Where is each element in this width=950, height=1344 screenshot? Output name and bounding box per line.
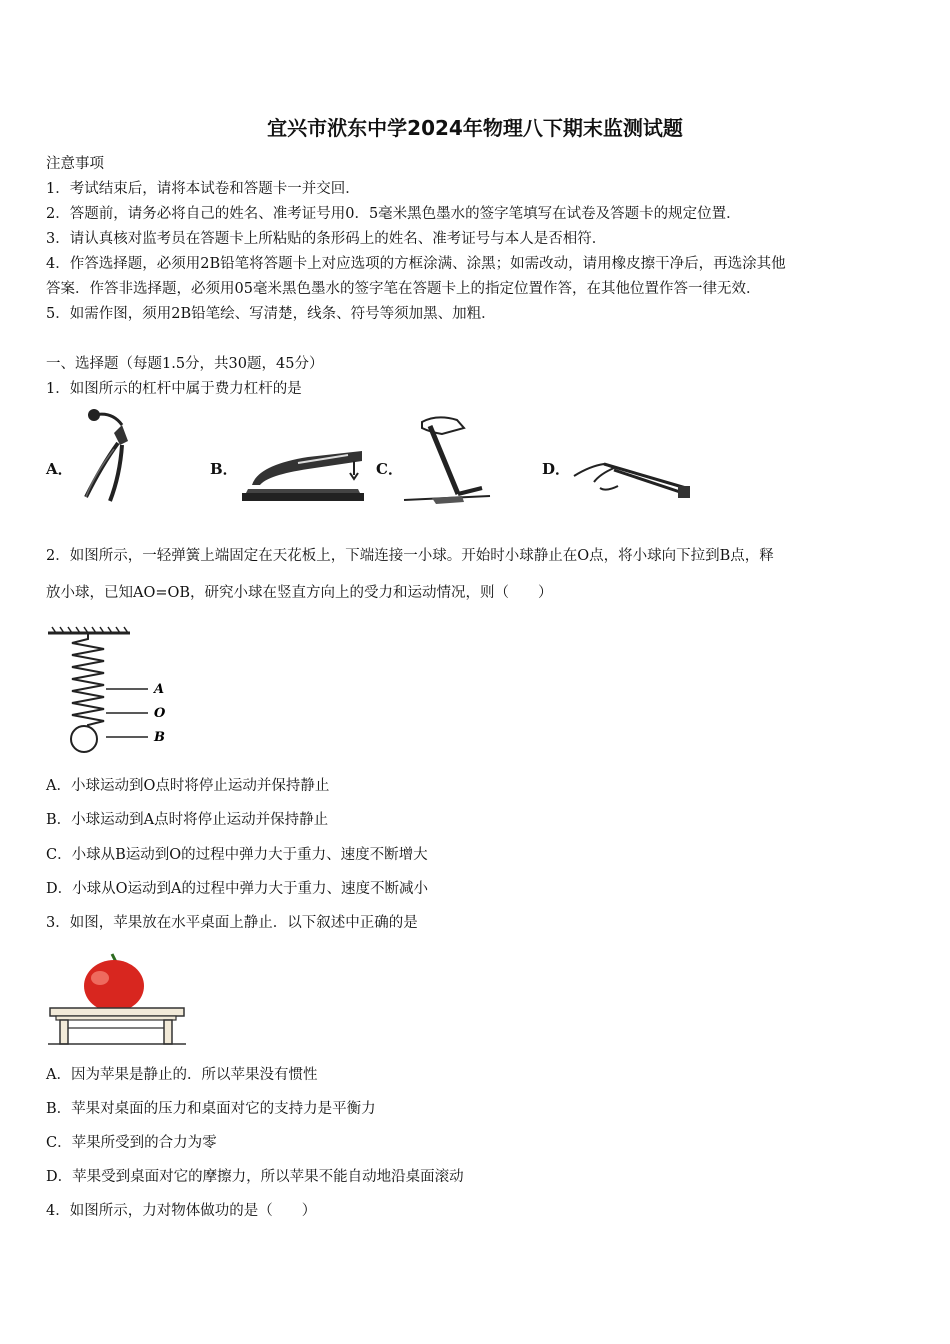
- tweezers-icon: [570, 448, 695, 508]
- notice-item: 1．考试结束后，请将本试卷和答题卡一并交回．: [46, 181, 360, 197]
- question-2-stem: 2．如图所示，一轻弹簧上端固定在天花板上，下端连接一小球。开始时小球静止在O点，将小球向下拉到B点，释: [46, 548, 774, 564]
- spring-diagram: [44, 625, 184, 757]
- q3-option-b: B．苹果对桌面的压力和桌面对它的支持力是平衡力: [46, 1101, 376, 1117]
- question-1-stem: 1．如图所示的杠杆中属于费力杠杆的是: [46, 381, 302, 397]
- stapler-icon: [238, 445, 368, 505]
- apple-icon: [84, 960, 144, 1012]
- q2-option-b: B．小球运动到A点时将停止运动并保持静止: [46, 812, 329, 828]
- q3-option-a: A．因为苹果是静止的．所以苹果没有惯性: [46, 1067, 318, 1083]
- spring-label-b: B: [154, 730, 165, 745]
- notice-item: 3．请认真核对监考员在答题卡上所粘贴的条形码上的姓名、准考证号与本人是否相符．: [46, 231, 607, 247]
- notice-item: 4．作答选择题，必须用2B铅笔将答题卡上对应选项的方框涂满、涂黑；如需改动，请用橡皮擦干净后，再选涂其他: [46, 256, 786, 272]
- pliers-icon: [72, 405, 142, 505]
- notice-item: 5．如需作图，须用2B铅笔绘、写清楚，线条、符号等须加黑、加粗．: [46, 306, 496, 322]
- question-2-stem: 放小球，已知AO=OB，研究小球在竖直方向上的受力和运动情况，则（ ）: [46, 585, 553, 601]
- question-4-stem: 4．如图所示，力对物体做功的是（ ）: [46, 1203, 317, 1219]
- section-heading: 一、选择题（每题1.5分，共30题，45分）: [46, 356, 324, 372]
- notice-heading: 注意事项: [46, 156, 104, 172]
- q1-option-b-label: B．: [210, 460, 238, 478]
- q3-option-c: C．苹果所受到的合力为零: [46, 1135, 217, 1151]
- q1-option-d-label: D．: [542, 460, 571, 478]
- q2-option-a: A．小球运动到O点时将停止运动并保持静止: [46, 778, 330, 794]
- spring-label-o: O: [154, 706, 166, 721]
- notice-item: 答案．作答非选择题，必须用05毫米黑色墨水的签字笔在答题卡上的指定位置作答，在其他位置作答一律无效．: [46, 281, 761, 297]
- apple-on-table-diagram: [46, 952, 188, 1048]
- q1-option-c-label: C．: [376, 460, 403, 478]
- crowbar-icon: [402, 412, 492, 507]
- notice-item: 2．答题前，请务必将自己的姓名、准考证号用0．5毫米黑色墨水的签字笔填写在试卷及答题卡的规定位置．: [46, 206, 741, 222]
- q2-option-d: D．小球从O运动到A的过程中弹力大于重力、速度不断减小: [46, 881, 428, 897]
- question-3-stem: 3．如图，苹果放在水平桌面上静止．以下叙述中正确的是: [46, 915, 418, 931]
- spring-label-a: A: [154, 682, 165, 697]
- page-title: 宜兴市洑东中学2024年物理八下期末监测试题: [267, 116, 683, 140]
- q2-option-c: C．小球从B运动到O的过程中弹力大于重力、速度不断增大: [46, 847, 428, 863]
- q3-option-d: D．苹果受到桌面对它的摩擦力，所以苹果不能自动地沿桌面滚动: [46, 1169, 464, 1185]
- q1-option-a-label: A．: [46, 460, 73, 478]
